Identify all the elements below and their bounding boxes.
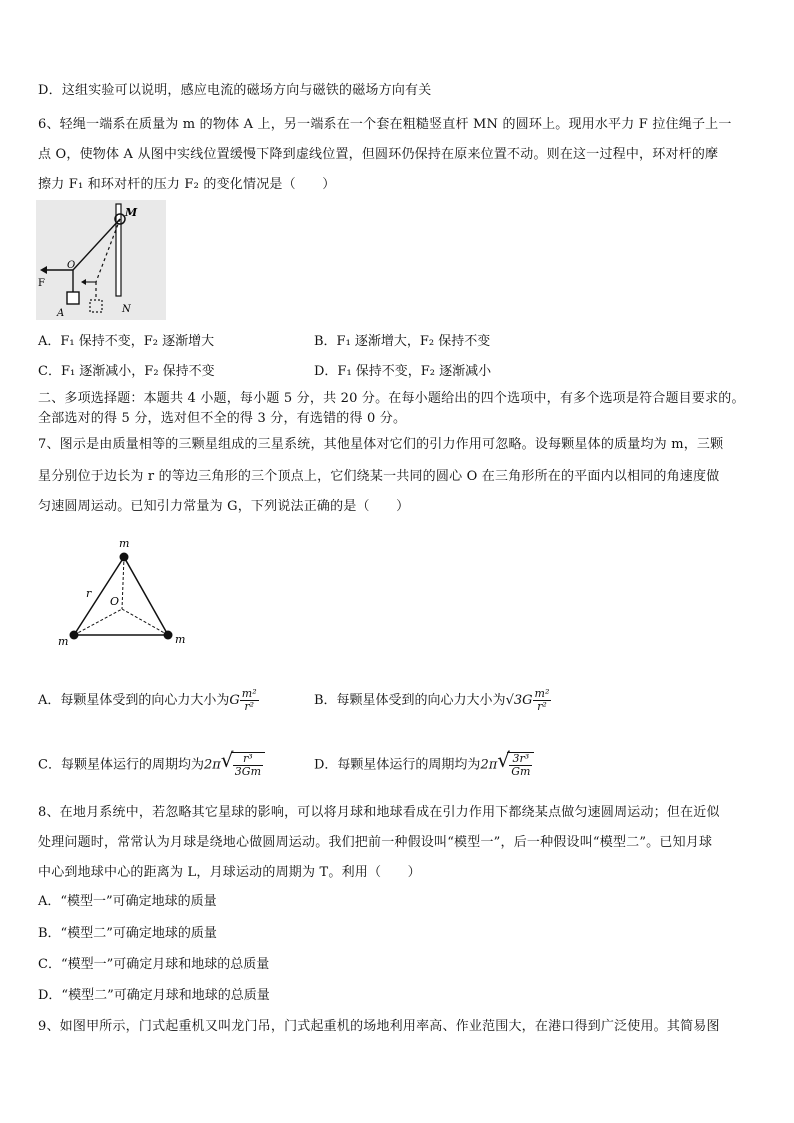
q6-fig-background [36,200,166,320]
q7-option-d[interactable] [314,748,534,778]
q7-option-d-coef: 2π [480,757,498,773]
q7-option-a-text: A．每颗星体受到的向心力大小为 [38,693,230,708]
q7-stem-line-2: 星分别位于边长为 r 的等边三角形的三个顶点上，它们绕某一共同的圆心 O 在三角形所在的平面内以相同的角速度做 [38,469,720,484]
q7-fig-star-top [120,553,129,562]
q7-figure-three-star-triangle [55,535,195,655]
q8-stem-line-1: 8、在地月系统中，若忽略其它星球的影响，可以将月球和地球看成在引力作用下都绕某点做匀速圆周运动；但在近似 [38,805,720,820]
q6-stem-line-2: 点 O，使物体 A 从图中实线位置缓慢下降到虚线位置，但圆环仍保持在原来位置不动。则在这一过程中，环对杆的摩 [38,147,719,162]
q6-option-a[interactable]: A．F₁ 保持不变，F₂ 逐渐增大 [38,334,215,349]
q6-option-b[interactable]: B．F₁ 逐渐增大，F₂ 保持不变 [314,334,491,349]
q7-option-c-text: C．每颗星体运行的周期均为 [38,757,204,773]
q7-option-c-coef: 2π [203,757,221,773]
q7-option-d-sqrt-icon: √ [497,748,511,772]
q7-option-b-text: B．每颗星体受到的向心力大小为 [314,693,506,708]
q7-option-c-sqrt-icon: √ [220,748,234,772]
q7-fig-star-right [164,631,173,640]
q6-figure-rope-ring-diagram [36,200,166,320]
q6-option-c[interactable]: C．F₁ 逐渐减小，F₂ 保持不变 [38,364,215,379]
q7-option-a-numerator: m² [241,687,257,700]
q8-option-d[interactable]: D．“模型二”可确定月球和地球的总质量 [38,988,270,1003]
q7-fig-label-m-right: m [175,633,186,646]
q6-stem-line-3: 擦力 F₁ 和环对杆的压力 F₂ 的变化情况是（ ） [38,177,336,192]
section2-instructions-line-1: 二、多项选择题：本题共 4 小题，每小题 5 分，共 20 分。在每小题给出的四个选项中，有多个选项是符合题目要求的。 [38,391,745,406]
q7-fig-edge-right [124,557,168,635]
q6-fig-label-o: O [67,260,76,271]
q7-option-d-formula [480,748,534,778]
q7-fig-label-o: O [110,595,120,608]
q7-fig-radius-top [122,557,124,609]
q7-option-b-denominator: r² [537,700,547,713]
q7-option-a-denominator: r² [244,700,255,713]
q6-fig-label-a: A [57,308,65,319]
q7-option-d-numerator: 3r³ [509,753,532,766]
q7-fig-radius-left [74,609,122,635]
q8-option-a[interactable]: A．“模型一”可确定地球的质量 [38,894,217,909]
q7-option-a-formula [229,688,258,713]
q6-fig-label-f: F [38,278,45,289]
q7-option-c[interactable] [38,748,265,778]
q7-fig-label-m-top: m [119,537,130,550]
q7-option-b[interactable] [314,688,551,713]
q5-option-d: D．这组实验可以说明，感应电流的磁场方向与磁铁的磁场方向有关 [38,83,432,98]
q6-fig-block-a [67,292,79,304]
q6-fig-label-m: M [125,206,138,219]
q7-option-d-denominator: Gm [511,765,531,778]
q7-fig-label-r: r [86,587,92,600]
section2-instructions-line-2: 全部选对的得 5 分，选对但不全的得 3 分，有选错的得 0 分。 [38,411,407,426]
q7-stem-line-1: 7、图示是由质量相等的三颗星组成的三星系统，其他星体对它们的引力作用可忽略。设每颗星体的质量均为 m，三颗 [38,437,724,452]
q7-fig-label-m-left: m [58,635,69,648]
q7-option-b-formula [506,688,552,713]
q7-option-b-coef: √3G [505,693,533,708]
q8-stem-line-2: 处理问题时，常常认为月球是绕地心做圆周运动。我们把前一种假设叫“模型一”，后一种假设叫“模型二”。已知月球 [38,835,713,850]
q9-stem-line-1: 9、如图甲所示，门式起重机又叫龙门吊，门式起重机的场地利用率高、作业范围大，在港口得到广泛使用。其简易图 [38,1019,720,1034]
q7-option-c-numerator: r³ [233,753,263,766]
q7-option-c-denominator: 3Gm [234,765,261,778]
q7-fig-star-left [70,631,79,640]
q8-stem-line-3: 中心到地球中心的距离为 L，月球运动的周期为 T。利用（ ） [38,865,421,880]
q7-option-a-coef: G [229,693,240,708]
q7-option-d-text: D．每颗星体运行的周期均为 [314,757,481,773]
q6-fig-rod-mn [116,204,121,296]
q6-fig-label-n: N [122,304,131,315]
q6-option-d[interactable]: D．F₁ 保持不变，F₂ 逐渐减小 [314,364,492,379]
q8-option-b[interactable]: B．“模型二”可确定地球的质量 [38,926,217,941]
q7-option-a[interactable] [38,688,259,713]
q7-option-b-numerator: m² [534,687,550,700]
q7-stem-line-3: 匀速圆周运动。已知引力常量为 G，下列说法正确的是（ ） [38,499,410,514]
q7-option-c-formula [203,748,265,778]
q8-option-c[interactable]: C．“模型一”可确定月球和地球的总质量 [38,957,270,972]
q6-stem-line-1: 6、轻绳一端系在质量为 m 的物体 A 上，另一端系在一个套在粗糙竖直杆 MN 的圆环上。现用水平力 F 拉住绳子上一 [38,117,732,132]
